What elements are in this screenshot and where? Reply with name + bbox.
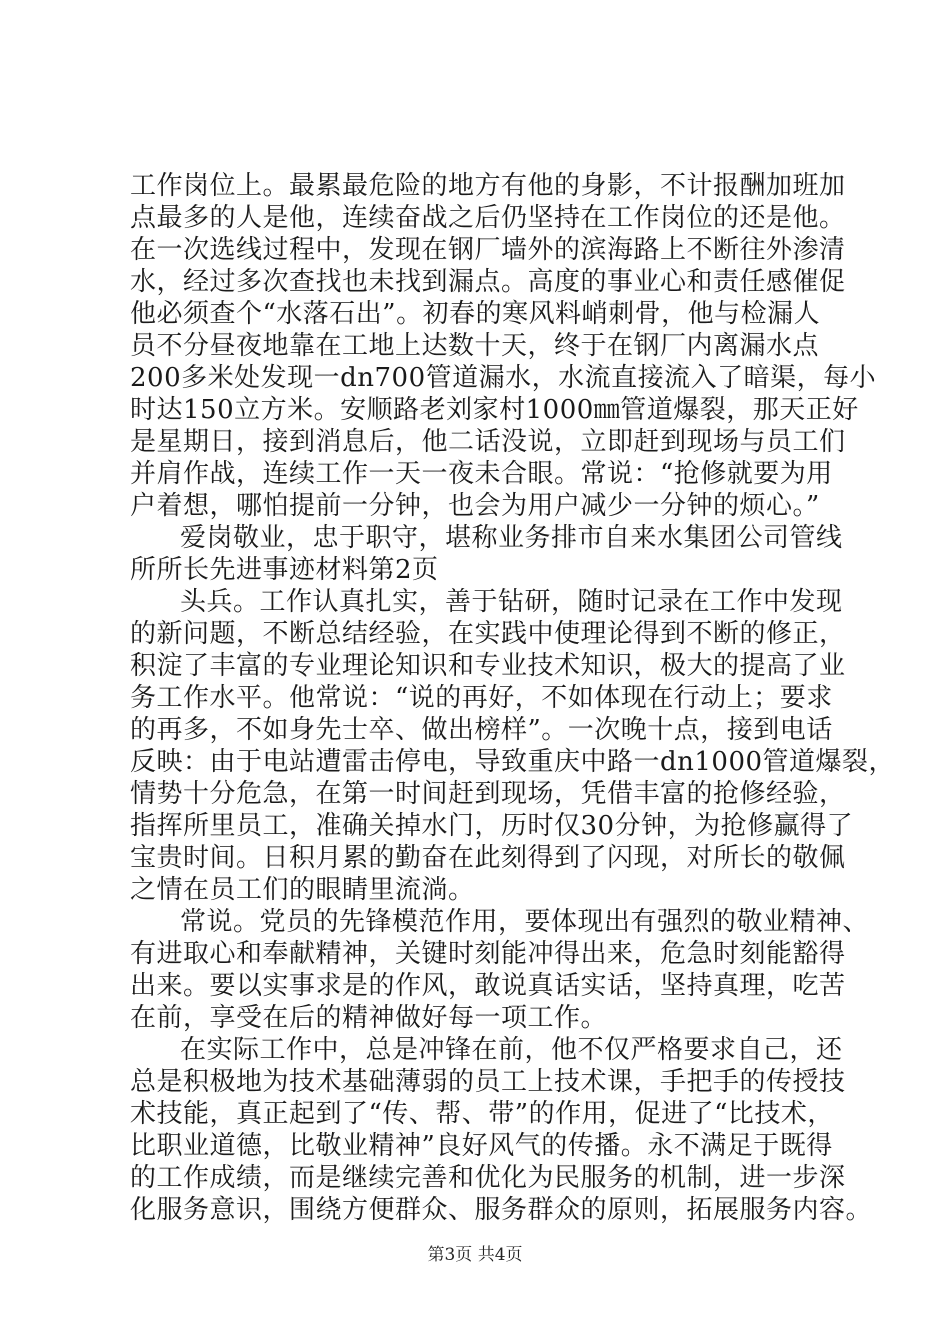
document-body <box>130 170 896 1226</box>
text-line: 在一次选线过程中，发现在钢厂墙外的滨海路上不断往外渗清 <box>130 235 846 265</box>
text-line: 水，经过多次查找也未找到漏点。高度的事业心和责任感催促 <box>130 267 846 297</box>
paragraph-start-line: 常说。党员的先锋模范作用，要体现出有强烈的敬业精神、 <box>180 907 870 937</box>
paragraph-start-line: 头兵。工作认真扎实，善于钻研，随时记录在工作中发现 <box>180 587 843 617</box>
text-line: 情势十分危急，在第一时间赶到现场，凭借丰富的抢修经验， <box>130 779 846 809</box>
text-line: 化服务意识，围绕方便群众、服务群众的原则，拓展服务内容。 <box>130 1195 873 1225</box>
text-line: 宝贵时间。日积月累的勤奋在此刻得到了闪现，对所长的敬佩 <box>130 843 846 873</box>
paragraph-start-line: 在实际工作中，总是冲锋在前，他不仅严格要求自己，还 <box>180 1035 843 1065</box>
text-line: 时达150立方米。安顺路老刘家村1000㎜管道爆裂，那天正好 <box>130 395 859 425</box>
text-line: 有进取心和奉献精神，关键时刻能冲得出来，危急时刻能豁得 <box>130 939 846 969</box>
text-line: 是星期日，接到消息后，他二话没说，立即赶到现场与员工们 <box>130 427 846 457</box>
text-line: 积淀了丰富的专业理论知识和专业技术知识，极大的提高了业 <box>130 651 846 681</box>
text-line: 反映：由于电站遭雷击停电，导致重庆中路一dn1000管道爆裂， <box>130 747 896 777</box>
text-line: 的工作成绩，而是继续完善和优化为民服务的机制，进一步深 <box>130 1163 846 1193</box>
text-line: 在前，享受在后的精神做好每一项工作。 <box>130 1003 608 1033</box>
text-line: 比职业道德，比敬业精神”良好风气的传播。永不满足于既得 <box>130 1131 833 1161</box>
text-line: 他必须查个“水落石出”。初春的寒风料峭刺骨，他与检漏人 <box>130 299 821 329</box>
text-line: 术技能，真正起到了“传、帮、带”的作用，促进了“比技术， <box>130 1099 834 1129</box>
page-number-footer: 第3页 共4页 <box>427 1245 523 1265</box>
text-line: 出来。要以实事求是的作风，敢说真话实话，坚持真理，吃苦 <box>130 971 846 1001</box>
text-line: 200多米处发现一dn700管道漏水，水流直接流入了暗渠，每小 <box>130 363 877 393</box>
text-line: 的新问题，不断总结经验，在实践中使理论得到不断的修正， <box>130 619 846 649</box>
text-line: 工作岗位上。最累最危险的地方有他的身影，不计报酬加班加 <box>130 171 846 201</box>
paragraph-start-line: 爱岗敬业，忠于职守，堪称业务排市自来水集团公司管线 <box>180 523 843 553</box>
text-line: 并肩作战，连续工作一天一夜未合眼。常说：“抢修就要为用 <box>130 459 833 489</box>
text-line: 员不分昼夜地靠在工地上达数十天，终于在钢厂内离漏水点 <box>130 331 820 361</box>
text-line: 总是积极地为技术基础薄弱的员工上技术课，手把手的传授技 <box>130 1067 846 1097</box>
text-line: 务工作水平。他常说：“说的再好，不如体现在行动上；要求 <box>130 683 833 713</box>
text-line: 指挥所里员工，准确关掉水门，历时仅30分钟，为抢修赢得了 <box>130 811 854 841</box>
text-line: 之情在员工们的眼睛里流淌。 <box>130 875 475 905</box>
text-line: 户着想，哪怕提前一分钟，也会为用户减少一分钟的烦心。” <box>130 491 820 521</box>
text-line: 的再多，不如身先士卒、做出榜样”。一次晚十点，接到电话 <box>130 715 833 745</box>
text-line: 点最多的人是他，连续奋战之后仍坚持在工作岗位的还是他。 <box>130 203 846 233</box>
text-line: 所所长先进事迹材料第2页 <box>130 555 439 585</box>
